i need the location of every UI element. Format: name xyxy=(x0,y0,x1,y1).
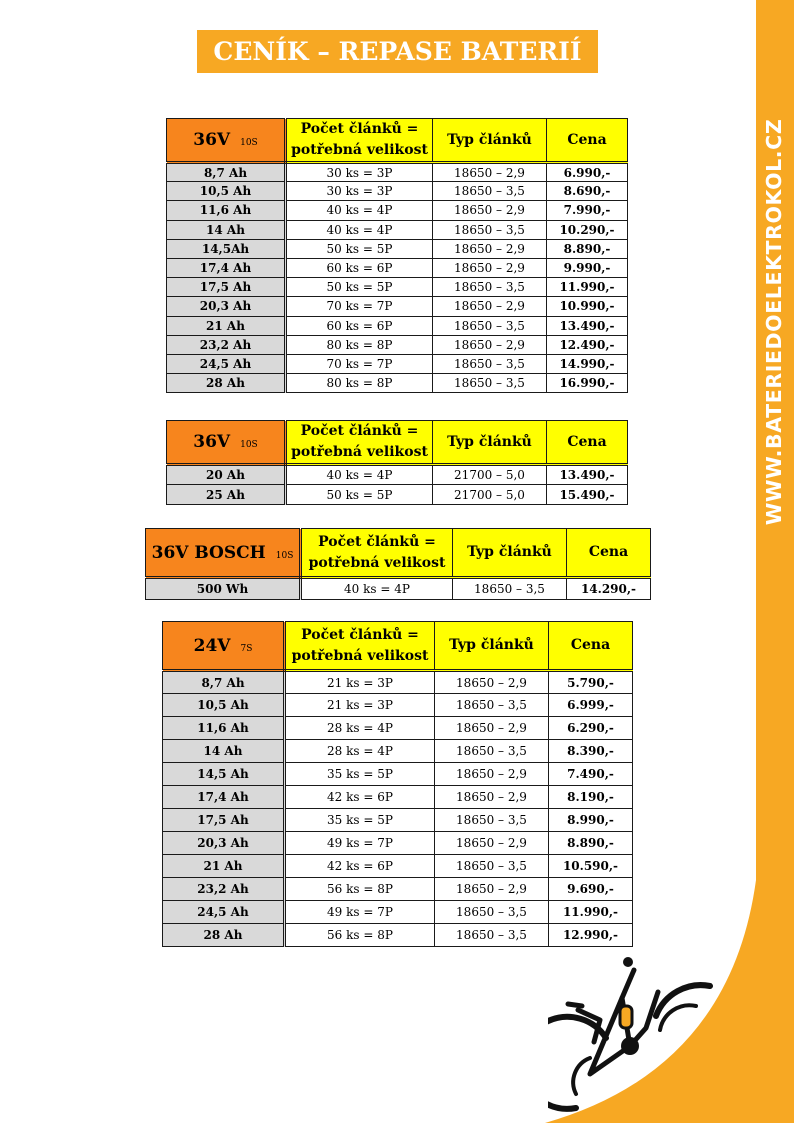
cell-type-cell: 18650 – 2,9 xyxy=(433,258,547,277)
cell-type-cell: 18650 – 2,9 xyxy=(433,163,547,182)
cells-header: Počet článků = potřebná velikost xyxy=(286,119,433,163)
cell-count-cell: 21 ks = 3P xyxy=(285,671,435,694)
price-cell: 8.990,- xyxy=(549,809,633,832)
table-row xyxy=(163,901,633,924)
cell-type-cell: 21700 – 5,0 xyxy=(433,485,547,505)
price-cell: 12.490,- xyxy=(547,335,628,354)
table-row xyxy=(163,694,633,717)
capacity-cell: 20 Ah xyxy=(167,465,286,485)
capacity-cell: 11,6 Ah xyxy=(163,717,285,740)
capacity-cell: 25 Ah xyxy=(167,485,286,505)
cell-count-cell: 40 ks = 4P xyxy=(286,465,433,485)
capacity-cell: 17,4 Ah xyxy=(167,258,286,277)
cells-header: Počet článků = potřebná velikost xyxy=(301,529,453,578)
price-cell: 8.390,- xyxy=(549,740,633,763)
cell-count-cell: 56 ks = 8P xyxy=(285,878,435,901)
price-cell: 6.990,- xyxy=(547,163,628,182)
price-cell: 10.590,- xyxy=(549,855,633,878)
cell-count-cell: 49 ks = 7P xyxy=(285,832,435,855)
cell-count-cell: 50 ks = 5P xyxy=(286,278,433,297)
cell-type-cell: 18650 – 3,5 xyxy=(435,740,549,763)
capacity-cell: 24,5 Ah xyxy=(163,901,285,924)
cyclist-logo-icon xyxy=(548,946,718,1118)
price-cell: 5.790,- xyxy=(549,671,633,694)
table-row xyxy=(163,740,633,763)
type-header: Typ článků xyxy=(433,119,547,163)
price-table-24v xyxy=(162,621,633,947)
capacity-cell: 28 Ah xyxy=(163,924,285,947)
cell-count-cell: 28 ks = 4P xyxy=(285,717,435,740)
price-cell: 8.890,- xyxy=(547,239,628,258)
cell-count-cell: 40 ks = 4P xyxy=(301,578,453,600)
capacity-cell: 24,5 Ah xyxy=(167,354,286,373)
cells-header: Počet článků = potřebná velikost xyxy=(285,622,435,671)
capacity-cell: 23,2 Ah xyxy=(167,335,286,354)
capacity-cell: 21 Ah xyxy=(163,855,285,878)
cell-type-cell: 18650 – 2,9 xyxy=(433,335,547,354)
website-url[interactable]: WWW.BATERIEDOELEKTROKOL.CZ xyxy=(762,118,786,526)
price-cell: 16.990,- xyxy=(547,374,628,393)
price-cell: 7.990,- xyxy=(547,201,628,220)
cell-type-cell: 18650 – 3,5 xyxy=(433,278,547,297)
price-cell: 7.490,- xyxy=(549,763,633,786)
table-row xyxy=(167,374,628,393)
price-cell: 10.290,- xyxy=(547,220,628,239)
cell-count-cell: 80 ks = 8P xyxy=(286,335,433,354)
cell-type-cell: 18650 – 2,9 xyxy=(435,878,549,901)
table-row xyxy=(167,465,628,485)
cell-count-cell: 30 ks = 3P xyxy=(286,163,433,182)
table-row xyxy=(167,182,628,201)
cell-type-cell: 18650 – 2,9 xyxy=(435,763,549,786)
cell-type-cell: 18650 – 3,5 xyxy=(433,182,547,201)
table-row xyxy=(163,671,633,694)
cell-type-cell: 18650 – 3,5 xyxy=(435,855,549,878)
cell-count-cell: 60 ks = 6P xyxy=(286,316,433,335)
table-row xyxy=(167,335,628,354)
cell-type-cell: 18650 – 2,9 xyxy=(433,297,547,316)
price-cell: 11.990,- xyxy=(549,901,633,924)
cell-type-cell: 18650 – 2,9 xyxy=(433,201,547,220)
table-row xyxy=(167,297,628,316)
cell-count-cell: 21 ks = 3P xyxy=(285,694,435,717)
price-header: Cena xyxy=(547,119,628,163)
price-cell: 13.490,- xyxy=(547,465,628,485)
price-cell: 9.690,- xyxy=(549,878,633,901)
price-cell: 12.990,- xyxy=(549,924,633,947)
price-cell: 6.290,- xyxy=(549,717,633,740)
table-row xyxy=(167,485,628,505)
capacity-cell: 20,3 Ah xyxy=(167,297,286,316)
table-row xyxy=(163,832,633,855)
table-row xyxy=(163,878,633,901)
table-row xyxy=(167,316,628,335)
capacity-cell: 14,5 Ah xyxy=(163,763,285,786)
capacity-cell: 8,7 Ah xyxy=(167,163,286,182)
table-row xyxy=(167,278,628,297)
capacity-cell: 14 Ah xyxy=(163,740,285,763)
capacity-cell: 17,4 Ah xyxy=(163,786,285,809)
cell-type-cell: 18650 – 3,5 xyxy=(435,924,549,947)
cell-type-cell: 18650 – 3,5 xyxy=(435,694,549,717)
cell-count-cell: 56 ks = 8P xyxy=(285,924,435,947)
price-cell: 14.990,- xyxy=(547,354,628,373)
price-header: Cena xyxy=(567,529,651,578)
price-cell: 6.999,- xyxy=(549,694,633,717)
price-cell: 11.990,- xyxy=(547,278,628,297)
cell-count-cell: 49 ks = 7P xyxy=(285,901,435,924)
cell-count-cell: 28 ks = 4P xyxy=(285,740,435,763)
type-header: Typ článků xyxy=(433,421,547,465)
voltage-header: 36V 10S xyxy=(167,421,286,465)
cell-count-cell: 42 ks = 6P xyxy=(285,855,435,878)
table-row xyxy=(167,258,628,277)
price-cell: 9.990,- xyxy=(547,258,628,277)
type-header: Typ článků xyxy=(435,622,549,671)
table-row xyxy=(163,924,633,947)
capacity-cell: 10,5 Ah xyxy=(167,182,286,201)
table-row xyxy=(167,220,628,239)
voltage-header: 36V 10S xyxy=(167,119,286,163)
cell-count-cell: 80 ks = 8P xyxy=(286,374,433,393)
cell-type-cell: 18650 – 2,9 xyxy=(435,717,549,740)
cell-type-cell: 18650 – 3,5 xyxy=(433,220,547,239)
cell-count-cell: 40 ks = 4P xyxy=(286,220,433,239)
price-cell: 10.990,- xyxy=(547,297,628,316)
cell-count-cell: 35 ks = 5P xyxy=(285,809,435,832)
capacity-cell: 28 Ah xyxy=(167,374,286,393)
price-cell: 8.190,- xyxy=(549,786,633,809)
table-row xyxy=(146,578,651,600)
capacity-cell: 11,6 Ah xyxy=(167,201,286,220)
cell-count-cell: 35 ks = 5P xyxy=(285,763,435,786)
cell-count-cell: 50 ks = 5P xyxy=(286,485,433,505)
capacity-cell: 17,5 Ah xyxy=(163,809,285,832)
voltage-header: 36V BOSCH 10S xyxy=(146,529,301,578)
price-header: Cena xyxy=(547,421,628,465)
table-row xyxy=(167,239,628,258)
cells-header: Počet článků = potřebná velikost xyxy=(286,421,433,465)
cell-type-cell: 18650 – 3,5 xyxy=(435,809,549,832)
capacity-cell: 20,3 Ah xyxy=(163,832,285,855)
cell-type-cell: 18650 – 2,9 xyxy=(433,239,547,258)
capacity-cell: 10,5 Ah xyxy=(163,694,285,717)
capacity-cell: 8,7 Ah xyxy=(163,671,285,694)
cell-type-cell: 18650 – 3,5 xyxy=(433,316,547,335)
cell-type-cell: 18650 – 3,5 xyxy=(453,578,567,600)
table-row xyxy=(163,763,633,786)
table-row xyxy=(163,809,633,832)
price-table-36v-bosch xyxy=(145,528,651,600)
price-cell: 13.490,- xyxy=(547,316,628,335)
price-table-36v-21700 xyxy=(166,420,628,505)
page-title: CENÍK – REPASE BATERIÍ xyxy=(197,30,598,73)
cell-type-cell: 18650 – 3,5 xyxy=(433,354,547,373)
capacity-cell: 14 Ah xyxy=(167,220,286,239)
price-cell: 14.290,- xyxy=(567,578,651,600)
cell-type-cell: 21700 – 5,0 xyxy=(433,465,547,485)
capacity-cell: 17,5 Ah xyxy=(167,278,286,297)
capacity-cell: 14,5Ah xyxy=(167,239,286,258)
type-header: Typ článků xyxy=(453,529,567,578)
table-row xyxy=(163,717,633,740)
cell-type-cell: 18650 – 2,9 xyxy=(435,671,549,694)
cell-type-cell: 18650 – 3,5 xyxy=(435,901,549,924)
cell-type-cell: 18650 – 3,5 xyxy=(433,374,547,393)
capacity-cell: 500 Wh xyxy=(146,578,301,600)
cell-count-cell: 40 ks = 4P xyxy=(286,201,433,220)
table-row xyxy=(167,201,628,220)
capacity-cell: 21 Ah xyxy=(167,316,286,335)
voltage-header: 24V 7S xyxy=(163,622,285,671)
price-table-36v-18650 xyxy=(166,118,628,393)
price-cell: 8.690,- xyxy=(547,182,628,201)
table-row xyxy=(163,855,633,878)
cell-count-cell: 42 ks = 6P xyxy=(285,786,435,809)
cell-count-cell: 70 ks = 7P xyxy=(286,297,433,316)
cell-type-cell: 18650 – 2,9 xyxy=(435,832,549,855)
cell-count-cell: 60 ks = 6P xyxy=(286,258,433,277)
price-cell: 15.490,- xyxy=(547,485,628,505)
cell-count-cell: 50 ks = 5P xyxy=(286,239,433,258)
cell-type-cell: 18650 – 2,9 xyxy=(435,786,549,809)
table-row xyxy=(167,354,628,373)
table-row xyxy=(167,163,628,182)
capacity-cell: 23,2 Ah xyxy=(163,878,285,901)
cell-count-cell: 70 ks = 7P xyxy=(286,354,433,373)
price-header: Cena xyxy=(549,622,633,671)
table-row xyxy=(163,786,633,809)
price-cell: 8.890,- xyxy=(549,832,633,855)
cell-count-cell: 30 ks = 3P xyxy=(286,182,433,201)
